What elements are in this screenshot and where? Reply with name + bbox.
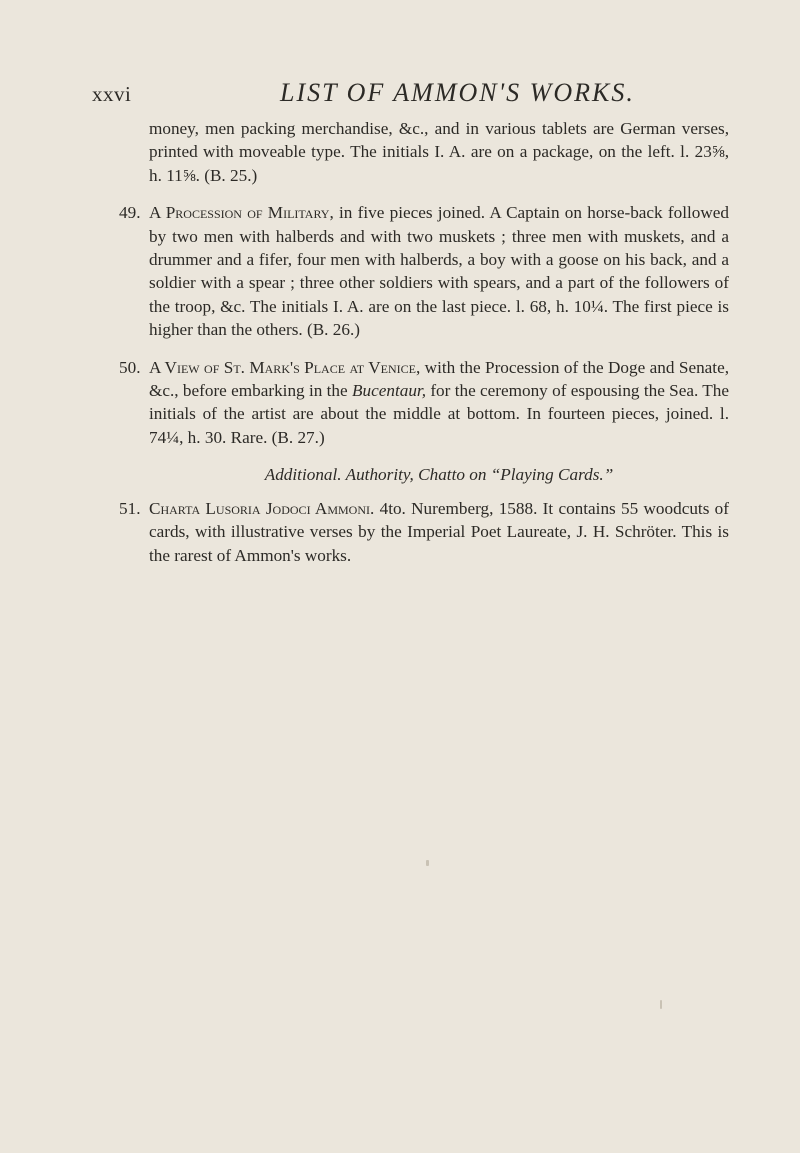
entry-50: [119, 356, 729, 450]
authority-work: “Playing Cards.”: [490, 465, 614, 485]
entry-50-number: 50.: [119, 357, 141, 377]
entry-51: [119, 497, 729, 567]
entry-50-text-after: for the ceremony of espousing the Sea. The initials of the artist are about the middle at bottom. In fourteen pieces, joined. l. 74¼, h. 30. Rare. (B. 27.): [149, 381, 730, 447]
entry-49-text: in five pieces joined. A Captain on horse-back followed by two men with halberds and with two muskets ; three men with muskets, and a drummer and a fifer, four men with halberds, a boy with a goose on his back, and a soldier with a spear ; three other soldiers with spears, and a part of the followers of the troop, &c. The initials I. A. are on the last piece. l. 68, h. 10¼. The first piece is higher than the others. (B. 26.): [149, 203, 729, 340]
running-title: LIST OF AMMON'S WORKS.: [280, 78, 635, 107]
page-number: xxvi: [92, 82, 132, 106]
continuation-paragraph: [119, 117, 729, 187]
body-text: [119, 117, 729, 567]
page-header: [92, 78, 732, 108]
continuation-line-1: money, men packing merchandise, &c., and in various tablets are German: [149, 119, 676, 138]
authority-line: [149, 463, 729, 486]
entry-50-title: A View of St. Mark's Place at Venice,: [149, 357, 421, 377]
entry-51-text: 4to. Nuremberg, 1588. It contains 55 woodcuts of cards, with illustrative verses by the Imperial Poet Laureate, J. H. Schröter. This is the rarest of Ammon's works.: [149, 498, 729, 565]
paper-speck: [660, 1000, 662, 1009]
continuation-line-3: on the left. l. 23⅝, h. 11⅝. (B. 25.): [149, 142, 729, 185]
continuation-line-2: verses, printed with moveable type. The initials I. A. are on a package,: [149, 119, 729, 162]
authority-label: Additional. Authority, Chatto on: [264, 465, 487, 485]
entry-51-number: 51.: [119, 498, 141, 518]
entry-49-title: A Procession of Military,: [149, 203, 334, 223]
paper-speck: [426, 860, 429, 866]
entry-50-text-before: with the Procession of the Doge and Senate, &c., before embarking in the: [149, 357, 729, 401]
entry-51-title: Charta Lusoria Jodoci Ammoni.: [149, 498, 375, 518]
entry-49-number: 49.: [119, 203, 141, 223]
entry-49: [119, 201, 729, 341]
entry-50-ship-name: Bucentaur,: [352, 381, 426, 401]
